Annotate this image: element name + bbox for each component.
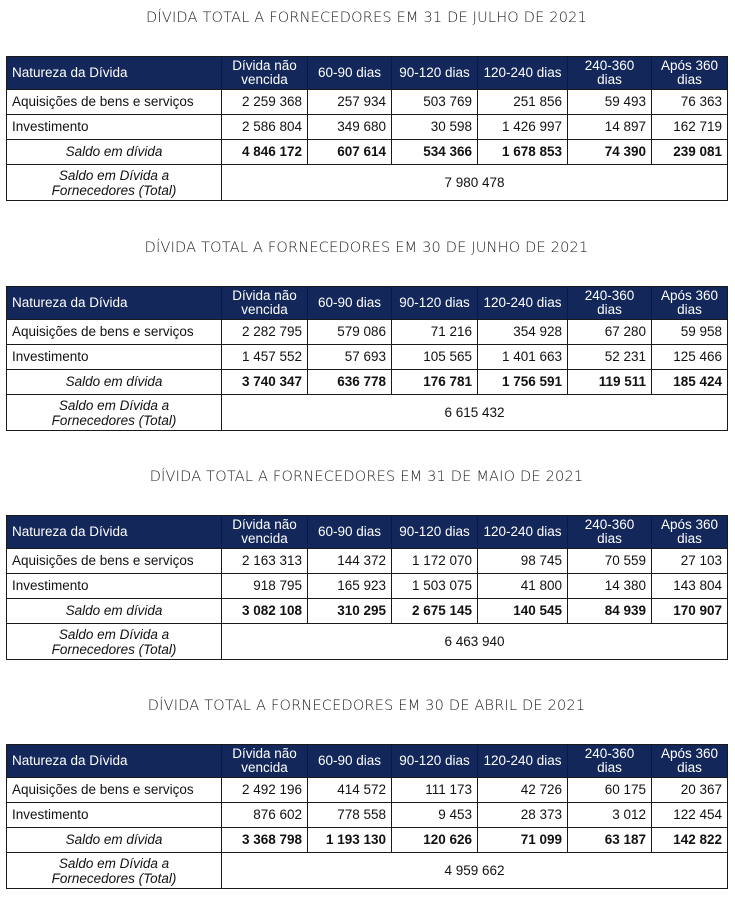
row-label: Investimento	[7, 574, 222, 599]
header-240-360: 240-360 dias	[568, 287, 652, 320]
header-90-120: 90-120 dias	[392, 516, 478, 549]
header-60-90: 60-90 dias	[308, 516, 392, 549]
cell: 162 719	[652, 115, 728, 140]
row-label: Saldo em Dívida a Fornecedores (Total)	[7, 395, 222, 431]
row-aquisicoes	[7, 320, 728, 345]
cell: 14 380	[568, 574, 652, 599]
debt-table	[6, 515, 728, 660]
row-label: Investimento	[7, 803, 222, 828]
row-total	[7, 165, 728, 201]
header-nao-vencida: Dívida não vencida	[222, 745, 308, 778]
row-investimento	[7, 803, 728, 828]
cell: 2 163 313	[222, 549, 308, 574]
cell: 59 958	[652, 320, 728, 345]
cell: 239 081	[652, 140, 728, 165]
cell: 30 598	[392, 115, 478, 140]
row-label: Investimento	[7, 115, 222, 140]
cell: 84 939	[568, 599, 652, 624]
row-label: Saldo em Dívida a Fornecedores (Total)	[7, 165, 222, 201]
row-saldo	[7, 370, 728, 395]
debt-table-july	[6, 10, 727, 198]
cell: 1 426 997	[478, 115, 568, 140]
header-apos-360: Após 360 dias	[652, 287, 728, 320]
row-label: Saldo em dívida	[7, 370, 222, 395]
cell: 2 259 368	[222, 90, 308, 115]
row-label: Aquisições de bens e serviços	[7, 778, 222, 803]
row-label: Aquisições de bens e serviços	[7, 320, 222, 345]
cell: 1 678 853	[478, 140, 568, 165]
table-title: DÍVIDA TOTAL A FORNECEDORES EM 30 DE ABRIL DE 2021	[147, 698, 586, 714]
cell: 28 373	[478, 803, 568, 828]
header-row	[7, 57, 728, 90]
cell: 2 586 804	[222, 115, 308, 140]
total-value: 6 615 432	[222, 395, 728, 431]
row-label: Saldo em dívida	[7, 140, 222, 165]
total-value: 7 980 478	[222, 165, 728, 201]
debt-table	[6, 56, 728, 201]
header-apos-360: Após 360 dias	[652, 745, 728, 778]
cell: 1 193 130	[308, 828, 392, 853]
header-60-90: 60-90 dias	[308, 57, 392, 90]
header-240-360: 240-360 dias	[568, 516, 652, 549]
cell: 503 769	[392, 90, 478, 115]
cell: 41 800	[478, 574, 568, 599]
cell: 170 907	[652, 599, 728, 624]
cell: 3 368 798	[222, 828, 308, 853]
cell: 2 282 795	[222, 320, 308, 345]
row-label: Saldo em Dívida a Fornecedores (Total)	[7, 853, 222, 889]
header-120-240: 120-240 dias	[478, 745, 568, 778]
cell: 778 558	[308, 803, 392, 828]
header-natureza: Natureza da Dívida	[7, 516, 222, 549]
cell: 876 602	[222, 803, 308, 828]
total-value: 4 959 662	[222, 853, 728, 889]
debt-table	[6, 286, 728, 431]
row-total	[7, 395, 728, 431]
cell: 144 372	[308, 549, 392, 574]
cell: 76 363	[652, 90, 728, 115]
cell: 20 367	[652, 778, 728, 803]
cell: 52 231	[568, 345, 652, 370]
header-row	[7, 287, 728, 320]
cell: 119 511	[568, 370, 652, 395]
cell: 9 453	[392, 803, 478, 828]
cell: 165 923	[308, 574, 392, 599]
header-natureza: Natureza da Dívida	[7, 57, 222, 90]
row-aquisicoes	[7, 90, 728, 115]
cell: 125 466	[652, 345, 728, 370]
cell: 59 493	[568, 90, 652, 115]
debt-table-june	[6, 240, 727, 428]
row-total	[7, 624, 728, 660]
header-120-240: 120-240 dias	[478, 57, 568, 90]
cell: 534 366	[392, 140, 478, 165]
row-investimento	[7, 345, 728, 370]
row-investimento	[7, 115, 728, 140]
header-nao-vencida: Dívida não vencida	[222, 516, 308, 549]
cell: 105 565	[392, 345, 478, 370]
cell: 2 492 196	[222, 778, 308, 803]
row-label: Saldo em dívida	[7, 828, 222, 853]
cell: 579 086	[308, 320, 392, 345]
row-total	[7, 853, 728, 889]
cell: 71 216	[392, 320, 478, 345]
cell: 14 897	[568, 115, 652, 140]
cell: 1 503 075	[392, 574, 478, 599]
header-90-120: 90-120 dias	[392, 57, 478, 90]
cell: 918 795	[222, 574, 308, 599]
cell: 140 545	[478, 599, 568, 624]
header-nao-vencida: Dívida não vencida	[222, 287, 308, 320]
row-label: Aquisições de bens e serviços	[7, 90, 222, 115]
cell: 142 822	[652, 828, 728, 853]
row-investimento	[7, 574, 728, 599]
header-apos-360: Após 360 dias	[652, 57, 728, 90]
debt-table	[6, 744, 728, 889]
header-row	[7, 745, 728, 778]
cell: 67 280	[568, 320, 652, 345]
header-90-120: 90-120 dias	[392, 745, 478, 778]
cell: 27 103	[652, 549, 728, 574]
debt-table-may	[6, 469, 727, 657]
cell: 1 756 591	[478, 370, 568, 395]
cell: 71 099	[478, 828, 568, 853]
cell: 185 424	[652, 370, 728, 395]
cell: 111 173	[392, 778, 478, 803]
cell: 310 295	[308, 599, 392, 624]
cell: 60 175	[568, 778, 652, 803]
header-60-90: 60-90 dias	[308, 287, 392, 320]
cell: 1 457 552	[222, 345, 308, 370]
header-120-240: 120-240 dias	[478, 516, 568, 549]
cell: 257 934	[308, 90, 392, 115]
header-row	[7, 516, 728, 549]
cell: 74 390	[568, 140, 652, 165]
row-saldo	[7, 140, 728, 165]
row-label: Aquisições de bens e serviços	[7, 549, 222, 574]
cell: 120 626	[392, 828, 478, 853]
row-label: Saldo em Dívida a Fornecedores (Total)	[7, 624, 222, 660]
cell: 3 082 108	[222, 599, 308, 624]
row-label: Saldo em dívida	[7, 599, 222, 624]
header-240-360: 240-360 dias	[568, 745, 652, 778]
cell: 122 454	[652, 803, 728, 828]
cell: 63 187	[568, 828, 652, 853]
row-aquisicoes	[7, 778, 728, 803]
row-saldo	[7, 828, 728, 853]
table-title: DÍVIDA TOTAL A FORNECEDORES EM 30 DE JUNHO DE 2021	[144, 240, 589, 256]
cell: 1 172 070	[392, 549, 478, 574]
header-nao-vencida: Dívida não vencida	[222, 57, 308, 90]
row-aquisicoes	[7, 549, 728, 574]
cell: 57 693	[308, 345, 392, 370]
cell: 607 614	[308, 140, 392, 165]
cell: 414 572	[308, 778, 392, 803]
header-60-90: 60-90 dias	[308, 745, 392, 778]
debt-table-april	[6, 698, 727, 886]
cell: 354 928	[478, 320, 568, 345]
cell: 2 675 145	[392, 599, 478, 624]
header-natureza: Natureza da Dívida	[7, 287, 222, 320]
header-120-240: 120-240 dias	[478, 287, 568, 320]
cell: 349 680	[308, 115, 392, 140]
row-label: Investimento	[7, 345, 222, 370]
cell: 42 726	[478, 778, 568, 803]
cell: 3 740 347	[222, 370, 308, 395]
cell: 1 401 663	[478, 345, 568, 370]
cell: 143 804	[652, 574, 728, 599]
header-90-120: 90-120 dias	[392, 287, 478, 320]
header-apos-360: Após 360 dias	[652, 516, 728, 549]
cell: 98 745	[478, 549, 568, 574]
cell: 636 778	[308, 370, 392, 395]
total-value: 6 463 940	[222, 624, 728, 660]
cell: 4 846 172	[222, 140, 308, 165]
cell: 3 012	[568, 803, 652, 828]
header-natureza: Natureza da Dívida	[7, 745, 222, 778]
cell: 70 559	[568, 549, 652, 574]
row-saldo	[7, 599, 728, 624]
cell: 251 856	[478, 90, 568, 115]
cell: 176 781	[392, 370, 478, 395]
table-title: DÍVIDA TOTAL A FORNECEDORES EM 31 DE MAIO DE 2021	[149, 469, 584, 485]
header-240-360: 240-360 dias	[568, 57, 652, 90]
table-title: DÍVIDA TOTAL A FORNECEDORES EM 31 DE JULHO DE 2021	[146, 10, 587, 26]
